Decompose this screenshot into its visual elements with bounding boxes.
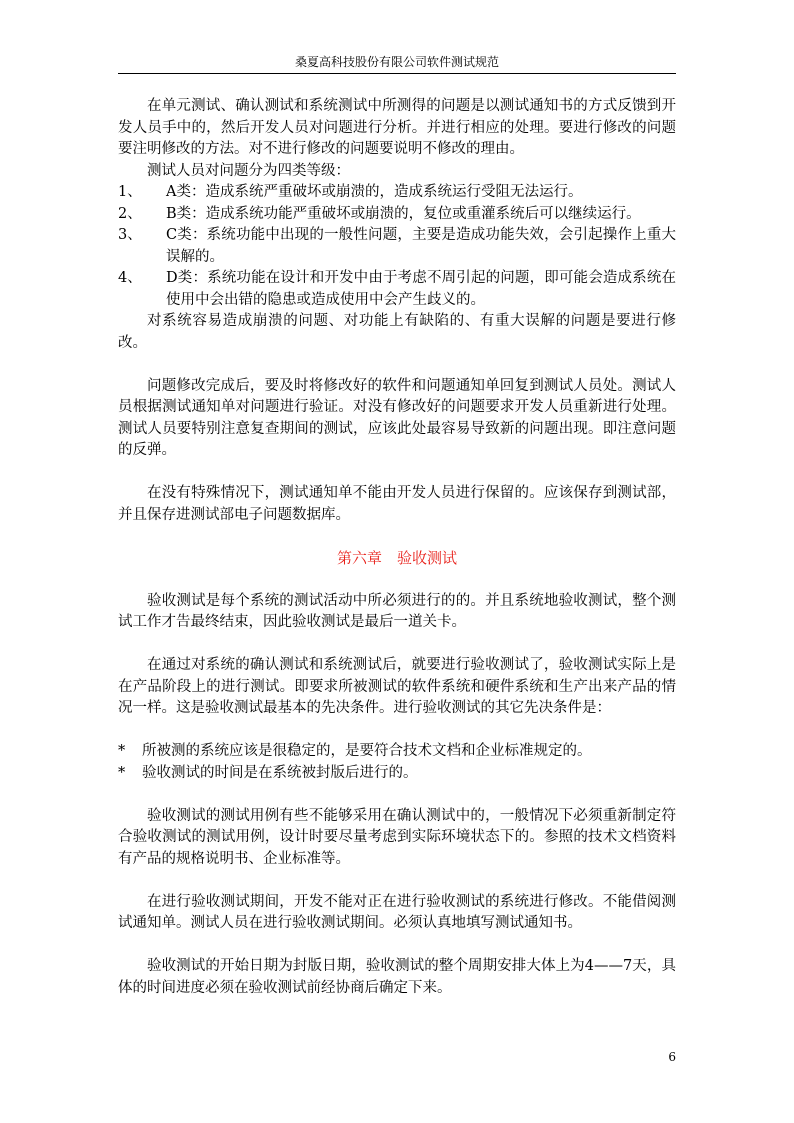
paragraph-schedule: 验收测试的开始日期为封版日期，验收测试的整个周期安排大体上为4——7天，具体的时间进度必须在验收测试前经协商后确定下来。 [118, 958, 676, 996]
paragraph-acceptance-intro: 验收测试是每个系统的测试活动中所必须进行的的。并且系统地验收测试，整个测试工作才告最终结束，因此验收测试是最后一道关卡。 [118, 592, 676, 630]
document-body [118, 96, 676, 999]
level-number: 1、 [118, 184, 142, 200]
spacer [118, 935, 676, 957]
level-item-b [118, 204, 676, 226]
level-text: A类：造成系统严重破坏或崩溃的，造成系统运行受阻无法运行。 [166, 184, 583, 200]
level-text: B类：造成系统功能严重破坏或崩溃的，复位或重灌系统后可以继续运行。 [166, 205, 641, 222]
bullet-text: 所被测的系统应该是很稳定的，是要符合技术文档和企业标准规定的。 [142, 743, 592, 759]
level-number: 3、 [118, 227, 142, 243]
paragraph-must-fix: 对系统容易造成崩溃的问题、对功能上有缺陷的、有重大误解的问题是要进行修改。 [118, 313, 676, 351]
page-header: 桑夏高科技股份有限公司软件测试规范 [294, 55, 499, 69]
bullet-mark: * [118, 764, 126, 781]
header-divider [118, 73, 676, 74]
spacer [118, 526, 676, 548]
spacer [118, 870, 676, 892]
spacer [118, 462, 676, 484]
spacer [118, 354, 676, 376]
paragraph-levels-intro: 测试人员对问题分为四类等级： [147, 162, 350, 179]
level-text: D类：系统功能在设计和开发中由于考虑不周引起的问题，即可能会造成系统在使用中会出错的隐患或造成使用中会产生歧义的。 [166, 270, 676, 308]
paragraph-after-fix: 问题修改完成后，要及时将修改好的软件和问题通知单回复到测试人员处。测试人员根据测试通知单对问题进行验证。对没有修改好的问题要求开发人员重新进行处理。测试人员要特别注意复查期间的测试，应该此处最容易导致新的问题出现。即注意问题的反弹。 [118, 377, 676, 458]
chapter-title: 第六章 验收测试 [336, 548, 457, 567]
spacer [118, 634, 676, 656]
paragraph-test-cases: 验收测试的测试用例有些不能够采用在确认测试中的，一般情况下必须重新制定符合验收测试的测试用例，设计时要尽量考虑到实际环境状态下的。参照的技术文档资料有产品的规格说明书、企业标准等。 [118, 807, 676, 867]
spacer [118, 784, 676, 806]
level-item-a [118, 182, 676, 204]
spacer [118, 720, 676, 742]
paragraph-retention: 在没有特殊情况下，测试通知单不能由开发人员进行保留的。应该保存到测试部，并且保存进测试部电子问题数据库。 [118, 485, 676, 523]
paragraph-acceptance-conditions: 在通过对系统的确认测试和系统测试后，就要进行验收测试了，验收测试实际上是在产品阶段上的进行测试。即要求所被测试的软件系统和硬件系统和生产出来产品的情况一样。这是验收测试最基本的先决条件。进行验收测试的其它先决条件是： [118, 657, 676, 716]
level-number: 2、 [118, 205, 142, 222]
bullet-item-stable [118, 741, 676, 763]
page-number: 6 [668, 1050, 676, 1064]
bullet-text: 验收测试的时间是在系统被封版后进行的。 [142, 764, 418, 781]
level-item-c [118, 225, 676, 268]
paragraph-feedback: 在单元测试、确认测试和系统测试中所测得的问题是以测试通知书的方式反馈到开发人员手中的，然后开发人员对问题进行分析。并进行相应的处理。要进行修改的问题要注明修改的方法。对不进行修改的问题要说明不修改的理由。 [118, 98, 676, 157]
bullet-item-timing [118, 763, 676, 785]
bullet-mark: * [118, 743, 126, 759]
level-number: 4、 [118, 270, 142, 286]
paragraph-no-modification: 在进行验收测试期间，开发不能对正在进行验收测试的系统进行修改。不能借阅测试通知单。测试人员在进行验收测试期间。必须认真地填写测试通知书。 [118, 893, 676, 931]
level-text: C类：系统功能中出现的一般性问题，主要是造成功能失效，会引起操作上重大误解的。 [166, 227, 676, 265]
spacer [118, 569, 676, 591]
level-item-d [118, 268, 676, 311]
